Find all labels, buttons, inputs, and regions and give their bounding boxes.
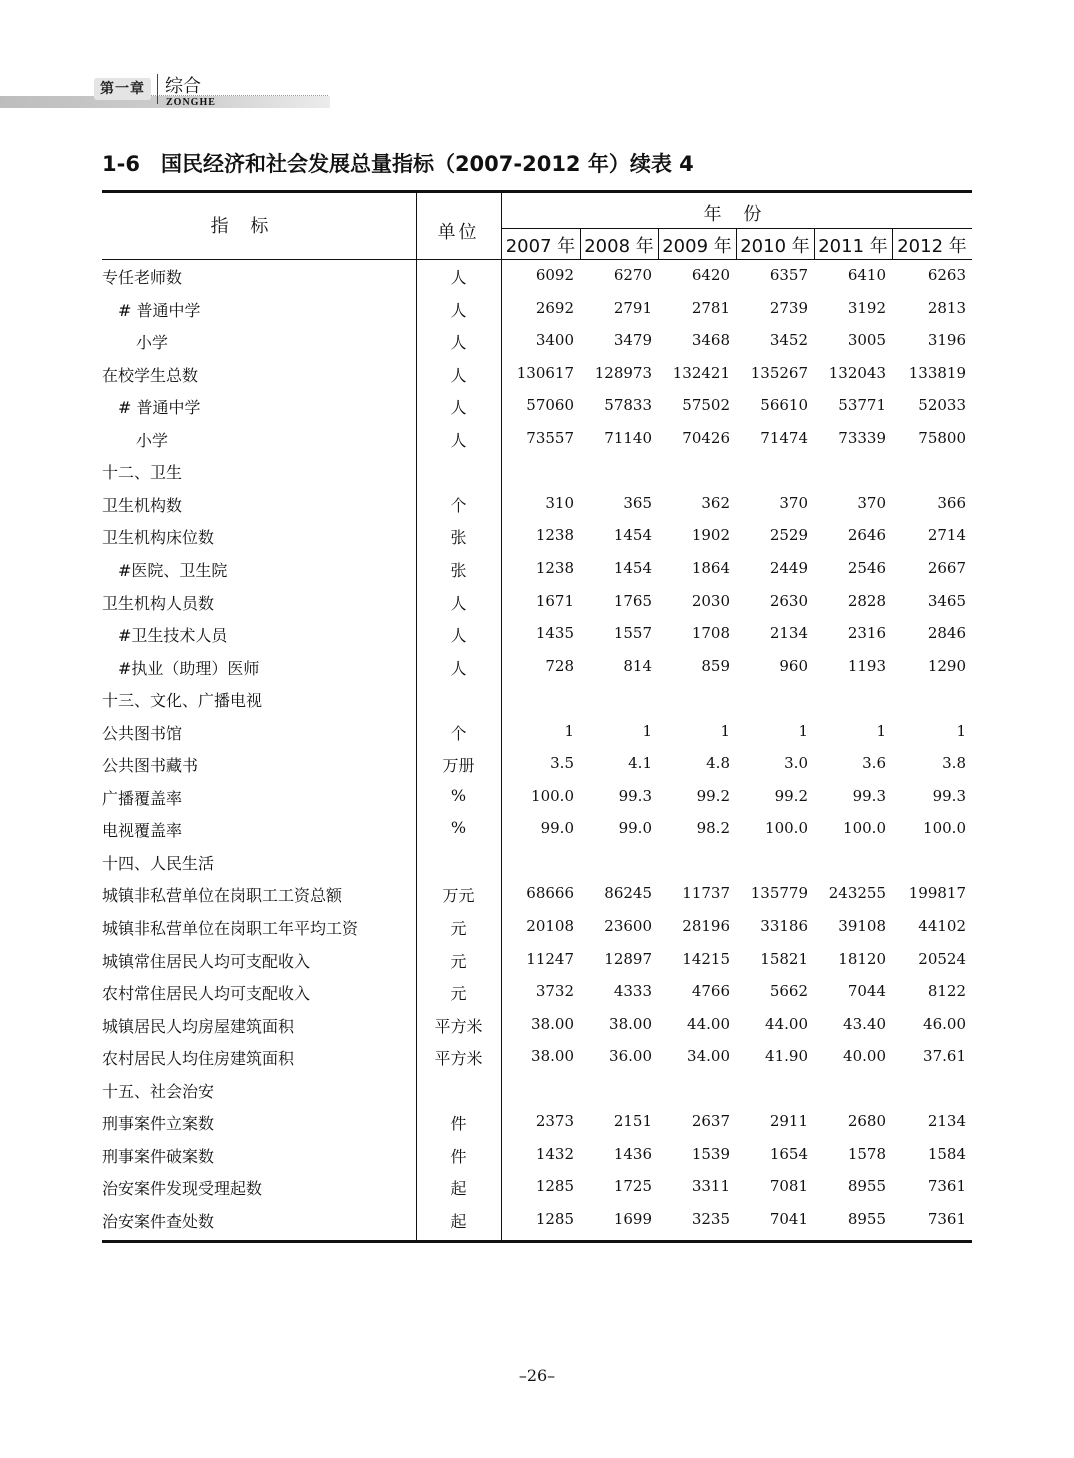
table-row — [102, 851, 972, 883]
row-value: 1578 — [847, 1144, 886, 1163]
page-number: –26– — [518, 1366, 556, 1385]
header-year-group: 年 份 — [703, 204, 770, 225]
table-row — [102, 1111, 972, 1143]
header-year: 2007 年 — [505, 236, 576, 257]
row-value: 4.8 — [706, 754, 730, 773]
table-top-rule — [102, 190, 972, 193]
table-row — [102, 591, 972, 623]
row-value: 44.00 — [765, 1014, 808, 1033]
row-value: 1454 — [613, 558, 652, 577]
row-value: 11247 — [526, 949, 574, 968]
header-year: 2008 年 — [584, 236, 654, 257]
row-value: 7361 — [927, 1209, 966, 1228]
row-indicator-name: 城镇非私营单位在岗职工年平均工资 — [102, 919, 359, 938]
table-row — [102, 883, 972, 915]
row-indicator-name: 刑事案件破案数 — [102, 1146, 215, 1166]
row-value: 3196 — [927, 331, 966, 350]
row-value: 1 — [564, 721, 574, 740]
row-value: 100.0 — [923, 819, 966, 838]
row-value: 4.1 — [628, 754, 652, 773]
row-value: 1654 — [769, 1144, 808, 1163]
row-indicator-name: 小学 — [136, 430, 169, 450]
table-row — [102, 363, 972, 395]
table-row — [102, 1144, 972, 1176]
row-value: 38.00 — [609, 1014, 652, 1033]
row-value: 73557 — [526, 428, 574, 447]
row-value: 2637 — [691, 1112, 730, 1131]
row-value: 6420 — [691, 266, 730, 284]
table-row — [102, 428, 972, 460]
row-value: 3.6 — [862, 754, 886, 773]
row-value: 41.90 — [765, 1047, 808, 1066]
row-value: 1584 — [927, 1144, 966, 1163]
row-value: 14215 — [682, 949, 730, 968]
row-value: 75800 — [918, 428, 966, 447]
row-value: 23600 — [604, 917, 652, 935]
row-value: 71140 — [604, 428, 652, 447]
row-value: 1 — [956, 721, 966, 740]
row-value: 859 — [701, 656, 730, 675]
row-value: 3400 — [535, 331, 574, 350]
row-value: 99.3 — [932, 786, 966, 805]
row-value: 6263 — [927, 266, 966, 284]
row-value: 56610 — [760, 396, 808, 415]
row-unit: 人 — [450, 430, 467, 450]
row-value: 12897 — [604, 949, 652, 968]
row-value: 57060 — [526, 396, 574, 415]
row-indicator-name: 十五、社会治安 — [102, 1081, 215, 1101]
row-value: 1238 — [535, 558, 574, 577]
row-indicator-name: 城镇非私营单位在岗职工工资总额 — [102, 886, 343, 906]
row-value: 3005 — [847, 331, 886, 350]
row-indicator-name: 城镇常住居民人均可支配收入 — [102, 951, 311, 971]
header-separator — [157, 74, 158, 104]
row-value: 100.0 — [531, 786, 574, 805]
row-value: 2680 — [847, 1112, 886, 1131]
row-value: 370 — [779, 493, 808, 512]
row-value: 135267 — [750, 363, 808, 382]
row-value: 4766 — [691, 982, 730, 1001]
row-indicator-name: #卫生技术人员 — [118, 626, 228, 646]
year-column-divider — [580, 228, 581, 259]
row-value: 2546 — [847, 558, 886, 577]
row-value: 6410 — [847, 266, 886, 284]
row-value: 18120 — [838, 949, 886, 968]
row-unit: 件 — [450, 1114, 467, 1134]
year-column-divider — [658, 228, 659, 259]
row-value: 1699 — [613, 1209, 652, 1228]
row-value: 38.00 — [531, 1047, 574, 1066]
table-row — [102, 818, 972, 850]
table-row — [102, 1014, 972, 1046]
row-value: 11737 — [682, 884, 730, 903]
row-value: 3452 — [769, 331, 808, 350]
row-value: 3468 — [691, 331, 730, 350]
row-indicator-name: 广播覆盖率 — [102, 788, 183, 808]
row-unit: 起 — [450, 1211, 467, 1231]
chapter-label: 第一章 — [94, 78, 151, 100]
row-indicator-name: #医院、卫生院 — [118, 560, 228, 580]
row-value: 98.2 — [696, 819, 730, 838]
table-row — [102, 721, 972, 753]
section-pinyin: ZONGHE — [166, 97, 216, 108]
table-row — [102, 916, 972, 948]
row-value: 52033 — [918, 396, 966, 415]
row-value: 37.61 — [923, 1047, 966, 1066]
row-unit: 个 — [450, 723, 467, 743]
table-row — [102, 623, 972, 655]
row-value: 73339 — [838, 428, 886, 447]
row-value: 70426 — [682, 428, 730, 447]
row-value: 128973 — [594, 363, 652, 382]
row-value: 366 — [937, 493, 966, 512]
row-value: 1285 — [535, 1177, 574, 1196]
table-row — [102, 1176, 972, 1208]
row-value: 2739 — [769, 298, 808, 317]
table-row — [102, 330, 972, 362]
row-indicator-name: 公共图书藏书 — [102, 756, 199, 776]
row-value: 1454 — [613, 526, 652, 545]
row-value: 814 — [623, 656, 652, 675]
row-value: 15821 — [760, 949, 808, 968]
row-unit: 个 — [450, 495, 467, 515]
row-value: 5662 — [769, 982, 808, 1001]
row-unit: 人 — [450, 593, 467, 613]
row-unit: 元 — [450, 919, 467, 938]
row-value: 1193 — [847, 656, 886, 675]
row-value: 20524 — [918, 949, 966, 968]
row-value: 2316 — [847, 624, 886, 643]
row-value: 1432 — [535, 1144, 574, 1163]
row-value: 86245 — [604, 884, 652, 903]
row-value: 6270 — [613, 266, 652, 284]
row-value: 100.0 — [765, 819, 808, 838]
row-unit: 平方米 — [434, 1016, 483, 1036]
row-value: 38.00 — [531, 1014, 574, 1033]
row-unit: 人 — [450, 333, 467, 353]
row-value: 310 — [545, 493, 574, 512]
row-value: 7081 — [769, 1177, 808, 1196]
row-unit: % — [450, 818, 467, 838]
row-value: 2828 — [847, 591, 886, 610]
row-value: 99.0 — [540, 819, 574, 838]
row-value: 2667 — [927, 558, 966, 577]
row-unit: 人 — [450, 365, 467, 385]
row-value: 1436 — [613, 1144, 652, 1163]
row-unit: 人 — [450, 658, 467, 678]
row-value: 370 — [857, 493, 886, 512]
row-value: 8955 — [847, 1209, 886, 1228]
row-value: 3311 — [691, 1177, 730, 1196]
table-title: 1-6 国民经济和社会发展总量指标（2007-2012 年）续表 4 — [102, 152, 694, 176]
row-value: 57833 — [604, 396, 652, 415]
row-value: 2529 — [769, 526, 808, 545]
row-unit: 人 — [450, 626, 467, 646]
row-value: 2813 — [927, 298, 966, 317]
section-title: 综合 — [165, 76, 201, 97]
row-indicator-name: 卫生机构数 — [102, 495, 183, 515]
table-row — [102, 395, 972, 427]
page-header — [0, 0, 1074, 120]
row-value: 1864 — [691, 558, 730, 577]
row-value: 3.5 — [550, 754, 574, 773]
row-value: 3235 — [691, 1209, 730, 1228]
row-indicator-name: 十二、卫生 — [102, 463, 183, 483]
row-value: 7041 — [769, 1209, 808, 1228]
row-value: 2646 — [847, 526, 886, 545]
row-value: 4333 — [613, 982, 652, 1001]
row-value: 1671 — [535, 591, 574, 610]
row-value: 3479 — [613, 331, 652, 350]
header-unit: 单位 — [437, 222, 480, 243]
row-indicator-name: 卫生机构人员数 — [102, 593, 215, 613]
row-indicator-name: 治安案件发现受理起数 — [102, 1179, 263, 1199]
row-value: 365 — [623, 493, 652, 512]
table-row — [102, 525, 972, 557]
row-indicator-name: 治安案件查处数 — [102, 1211, 215, 1231]
row-value: 34.00 — [687, 1047, 730, 1066]
row-value: 53771 — [838, 396, 886, 415]
row-value: 3192 — [847, 298, 886, 317]
header-year: 2010 年 — [740, 236, 810, 257]
row-value: 728 — [545, 656, 574, 675]
row-value: 2911 — [769, 1112, 808, 1131]
row-value: 1 — [876, 721, 886, 740]
table-row — [102, 656, 972, 688]
row-value: 57502 — [682, 396, 730, 415]
row-value: 100.0 — [843, 819, 886, 838]
row-value: 3732 — [535, 982, 574, 1001]
row-value: 3465 — [927, 591, 966, 610]
row-value: 3.8 — [942, 754, 966, 773]
row-value: 2714 — [927, 526, 966, 545]
header-indicator: 指 标 — [210, 216, 277, 237]
row-unit: 元 — [450, 951, 467, 971]
row-value: 1539 — [691, 1144, 730, 1163]
row-value: 2449 — [769, 558, 808, 577]
row-value: 99.3 — [852, 786, 886, 805]
row-value: 1557 — [613, 624, 652, 643]
row-value: 99.3 — [618, 786, 652, 805]
row-value: 1285 — [535, 1209, 574, 1228]
row-value: 6357 — [769, 266, 808, 284]
row-value: 132043 — [828, 363, 886, 382]
table-row — [102, 1079, 972, 1111]
table-header-rule — [102, 259, 972, 260]
table-row — [102, 493, 972, 525]
row-value: 28196 — [682, 917, 730, 935]
row-value: 2692 — [535, 298, 574, 317]
row-value: 40.00 — [843, 1047, 886, 1066]
table-row — [102, 688, 972, 720]
row-value: 2791 — [613, 298, 652, 317]
row-unit: % — [450, 785, 467, 805]
row-unit: 万元 — [442, 886, 475, 906]
row-value: 1765 — [613, 591, 652, 610]
row-unit: 元 — [450, 984, 467, 1004]
header-year: 2012 年 — [897, 236, 967, 257]
table-row — [102, 786, 972, 818]
row-value: 130617 — [516, 363, 574, 382]
row-value: 3.0 — [784, 754, 808, 773]
row-value: 71474 — [760, 428, 808, 447]
row-value: 7361 — [927, 1177, 966, 1196]
row-value: 362 — [701, 493, 730, 512]
row-indicator-name: 电视覆盖率 — [102, 821, 183, 841]
table-row — [102, 265, 972, 297]
row-value: 39108 — [838, 917, 886, 935]
row-unit: 件 — [450, 1146, 467, 1166]
row-unit: 人 — [450, 300, 467, 320]
row-value: 2630 — [769, 591, 808, 610]
row-value: 2846 — [927, 624, 966, 643]
row-unit: 起 — [450, 1179, 467, 1199]
row-unit: 张 — [450, 560, 467, 580]
table-row — [102, 298, 972, 330]
row-value: 2781 — [691, 298, 730, 317]
row-indicator-name: 卫生机构床位数 — [102, 528, 215, 548]
row-value: 1238 — [535, 526, 574, 545]
row-indicator-name: 十四、人民生活 — [102, 853, 215, 873]
row-value: 99.0 — [618, 819, 652, 838]
row-value: 1902 — [691, 526, 730, 545]
row-value: 99.2 — [774, 786, 808, 805]
row-unit: 人 — [450, 268, 467, 287]
table-row — [102, 753, 972, 785]
row-value: 8955 — [847, 1177, 886, 1196]
table-row — [102, 460, 972, 492]
row-value: 1725 — [613, 1177, 652, 1196]
row-value: 36.00 — [609, 1047, 652, 1066]
row-indicator-name: 小学 — [136, 333, 169, 353]
header-year: 2009 年 — [662, 236, 732, 257]
table-row — [102, 981, 972, 1013]
row-value: 1 — [798, 721, 808, 740]
row-value: 132421 — [672, 363, 730, 382]
row-indicator-name: 在校学生总数 — [102, 365, 199, 385]
row-value: 68666 — [526, 884, 574, 903]
row-value: 99.2 — [696, 786, 730, 805]
row-value: 33186 — [760, 917, 808, 935]
row-value: 199817 — [908, 884, 966, 903]
row-value: 243255 — [828, 884, 886, 903]
row-value: 46.00 — [923, 1014, 966, 1033]
row-unit: 张 — [450, 528, 467, 548]
year-column-divider — [736, 228, 737, 259]
row-value: 7044 — [847, 982, 886, 1001]
row-value: 133819 — [908, 363, 966, 382]
table-row — [102, 1209, 972, 1241]
row-value: 1 — [642, 721, 652, 740]
row-value: 1 — [720, 721, 730, 740]
row-indicator-name: 农村常住居民人均可支配收入 — [102, 984, 311, 1004]
table-row — [102, 558, 972, 590]
row-value: 1290 — [927, 656, 966, 675]
row-indicator-name: 公共图书馆 — [102, 723, 183, 743]
row-indicator-name: 刑事案件立案数 — [102, 1114, 215, 1134]
header-year: 2011 年 — [818, 236, 888, 257]
row-value: 2151 — [613, 1112, 652, 1131]
row-indicator-name: # 普通中学 — [118, 300, 201, 320]
table-row — [102, 949, 972, 981]
row-unit: 人 — [450, 398, 467, 418]
row-indicator-name: # 普通中学 — [118, 398, 201, 418]
row-indicator-name: 农村居民人均住房建筑面积 — [102, 1049, 295, 1069]
row-value: 2373 — [535, 1112, 574, 1131]
row-value: 1435 — [535, 624, 574, 643]
year-column-divider — [814, 228, 815, 259]
row-value: 2134 — [769, 624, 808, 643]
row-value: 8122 — [927, 982, 966, 1001]
row-value: 960 — [779, 656, 808, 675]
row-value: 20108 — [526, 917, 574, 935]
row-value: 43.40 — [843, 1014, 886, 1033]
row-value: 135779 — [750, 884, 808, 903]
row-indicator-name: 专任老师数 — [102, 268, 183, 287]
row-value: 44.00 — [687, 1014, 730, 1033]
row-indicator-name: #执业（助理）医师 — [118, 658, 260, 678]
row-unit: 万册 — [442, 756, 475, 776]
row-unit: 平方米 — [434, 1049, 483, 1069]
row-value: 44102 — [918, 917, 966, 935]
row-value: 6092 — [535, 266, 574, 284]
row-indicator-name: 城镇居民人均房屋建筑面积 — [102, 1016, 295, 1036]
row-value: 2030 — [691, 591, 730, 610]
row-value: 2134 — [927, 1112, 966, 1131]
row-value: 1708 — [691, 624, 730, 643]
year-column-divider — [892, 228, 893, 259]
row-indicator-name: 十三、文化、广播电视 — [102, 691, 263, 711]
table-row — [102, 1046, 972, 1078]
